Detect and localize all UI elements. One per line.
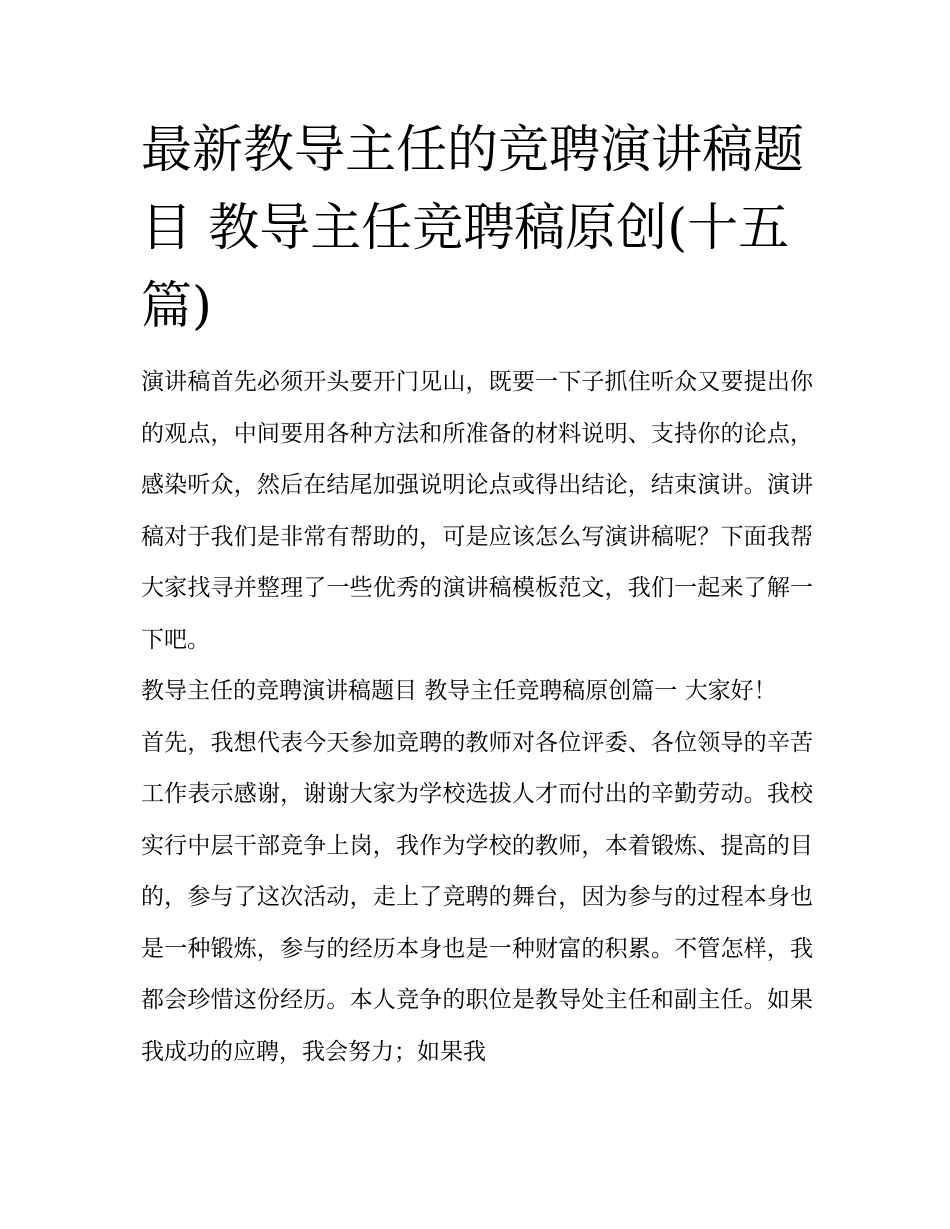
document-content: [141, 112, 813, 1078]
section-heading: 教导主任的竞聘演讲稿题目 教导主任竞聘稿原创篇一 大家好！: [141, 678, 777, 704]
body-paragraph: 首先，我想代表今天参加竞聘的教师对各位评委、各位领导的辛苦工作表示感谢，谢谢大家为学校选拔人才而付出的辛勤劳动。我校实行中层干部竞争上岗，我作为学校的教师，本着锻炼、提高的目的，参与了这次活动，走上了竞聘的舞台，因为参与的过程本身也是一种锻炼，参与的经历本身也是一种财富的积累。不管怎样，我都会珍惜这份经历。本人竞争的职位是教导处主任和副主任。如果我成功的应聘，我会努力；如果我: [141, 729, 813, 1065]
intro-paragraph: 演讲稿首先必须开头要开门见山，既要一下子抓住听众又要提出你的观点，中间要用各种方法和所准备的材料说明、支持你的论点，感染听众，然后在结尾加强说明论点或得出结论，结束演讲。演讲稿对于我们是非常有帮助的，可是应该怎么写演讲稿呢？下面我帮大家找寻并整理了一些优秀的演讲稿模板范文，我们一起来了解一下吧。: [141, 369, 813, 653]
document-title: 最新教导主任的竞聘演讲稿题目 教导主任竞聘稿原创(十五篇): [141, 121, 805, 336]
